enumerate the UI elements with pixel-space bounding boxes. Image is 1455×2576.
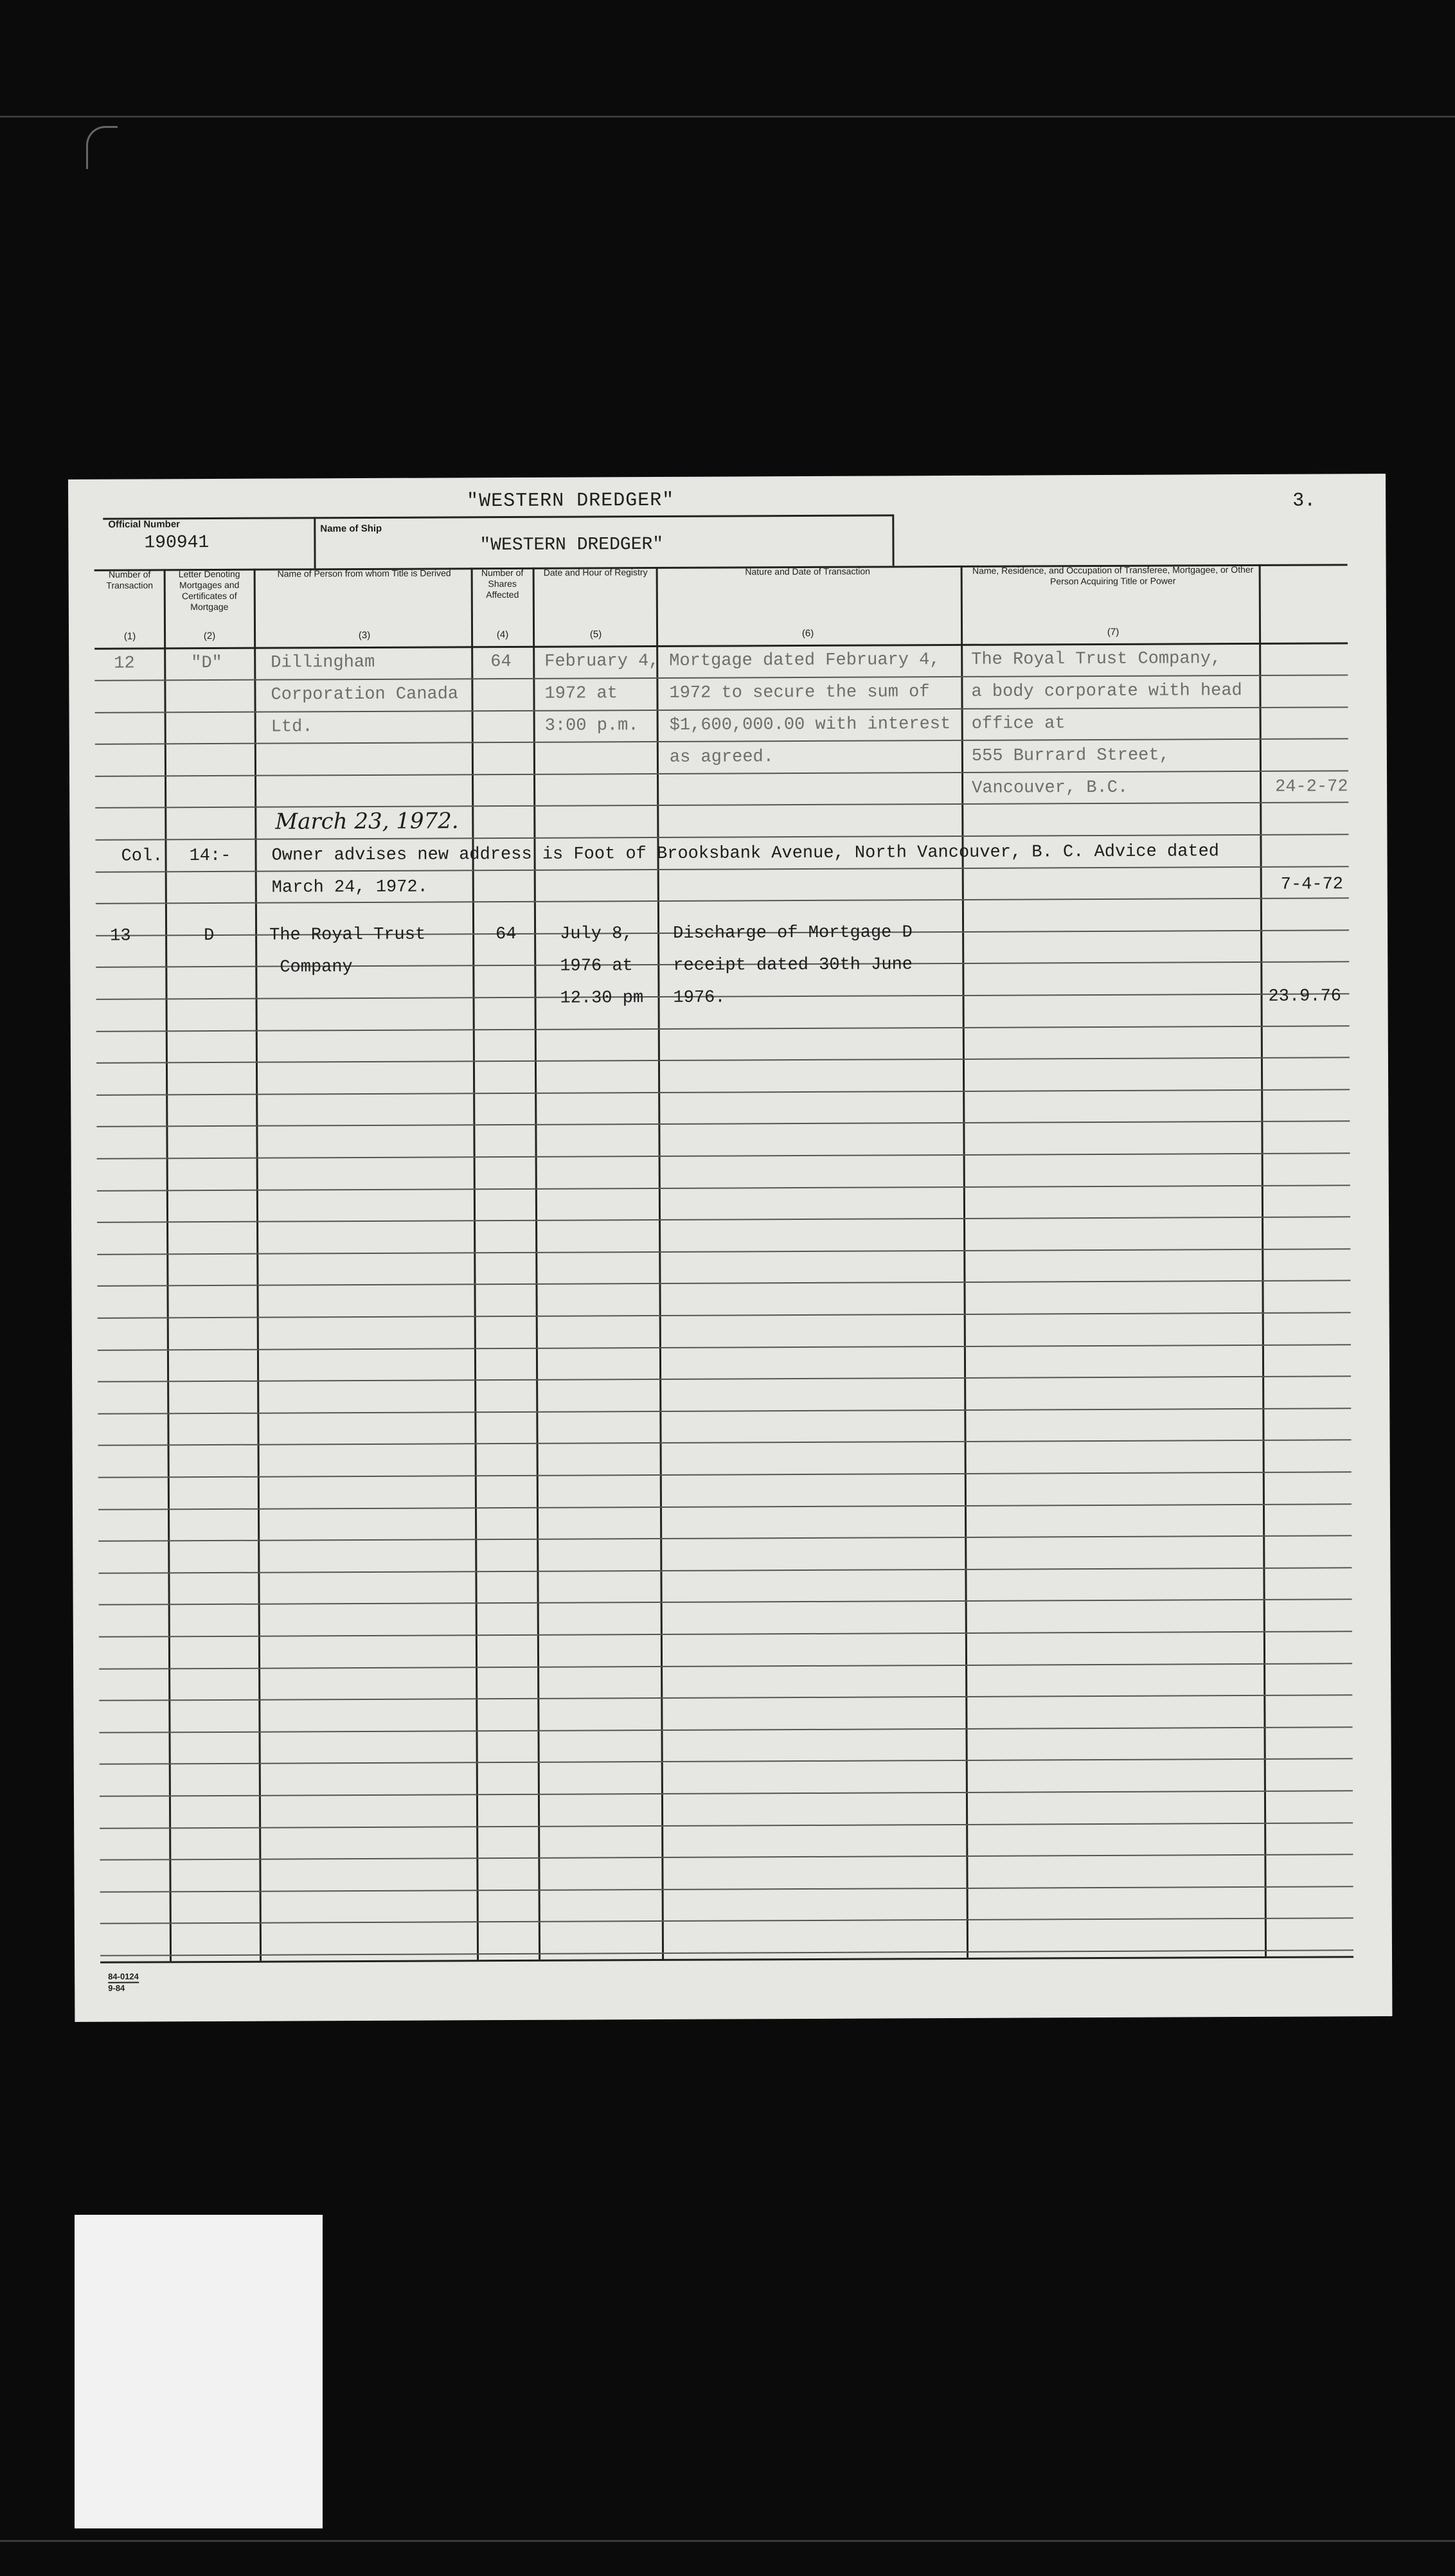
ruled-line [100,1790,1353,1797]
ruled-line [98,1312,1351,1319]
ruled-line [98,1439,1352,1446]
ruled-line [95,738,1348,745]
header-box-top [103,514,893,519]
ruled-line [96,1057,1350,1064]
entry-13-date-line-1: July 8, [560,924,633,944]
col-divider-1 [164,569,172,1961]
handwritten-date: March 23, 1972. [275,808,459,835]
entry-13-nature-line-3: 1976. [673,988,726,1008]
ruled-lines [68,474,1386,479]
official-number: 190941 [144,533,210,553]
ship-name: "WESTERN DREDGER" [479,534,664,556]
entry-12-nature-line-3: $1,600,000.00 with interest [669,715,951,735]
ship-title-top: "WESTERN DREDGER" [467,489,675,513]
col-divider-3 [471,568,479,1960]
col-num-6: (6) [801,627,814,640]
ruled-line [100,1917,1353,1924]
col-divider-4 [533,568,540,1960]
ruled-line [98,1344,1351,1351]
header-box-right [892,514,894,566]
ruled-line [94,674,1348,681]
ruled-line [99,1694,1352,1701]
entry-13-from-line-1: The Royal Trust [269,925,426,945]
col-divider-5 [656,567,664,1959]
ruled-line [98,1535,1352,1542]
film-border-bottom [0,2540,1455,2542]
entry-12-nature-line-1: Mortgage dated February 4, [669,650,940,671]
ruled-line [99,1631,1352,1638]
ruled-line [99,1663,1352,1670]
ruled-line [96,1089,1350,1096]
ruled-line [95,706,1348,713]
official-number-label: Official Number [108,519,181,530]
ruled-line [100,1949,1353,1956]
entry-12-date-line-2: 1972 at [544,684,618,704]
col-header-6: Nature and Date of Transaction [745,566,870,577]
col-note-line-1: Owner advises new address is Foot of Brooksbank Avenue, North Vancouver, B. C. Advice dated [271,842,1220,866]
col-num-4: (4) [496,629,509,641]
entry-12-from-line-1: Dillingham [271,652,375,673]
entry-12-date-line-3: 3:00 p.m. [544,716,639,736]
table-bottom-border [100,1956,1353,1963]
col-note-label: Col. [121,846,163,866]
entry-12-shares: 64 [490,652,512,672]
ruled-line [100,1886,1353,1893]
entry-13-nature-line-2: receipt dated 30th June [673,955,913,976]
col-header-5: Date and Hour of Registry [543,567,648,578]
col-note-line-2: March 24, 1972. [271,877,428,898]
ruled-line [97,1280,1350,1287]
ruled-line [96,1120,1350,1127]
entry-13-shares: 64 [495,924,517,945]
ruled-line [97,1185,1350,1192]
header-box-divider [314,517,316,568]
ruled-line [96,897,1349,904]
entry-13-nature-line-1: Discharge of Mortgage D [673,923,913,944]
col-num-3: (3) [358,629,371,641]
ruled-line [100,1854,1353,1861]
form-number [108,1972,139,1994]
col-num-1: (1) [123,631,136,642]
entry-13-date-line-3: 12.30 pm [560,988,644,1008]
ruled-line [98,1503,1352,1510]
entry-13-number: 13 [110,926,131,946]
ruled-line [98,1471,1352,1478]
ruled-line [95,770,1348,777]
col-header-4: Number of Shares Affected [481,567,524,600]
col-header-3: Name of Person from whom Title is Derived [277,568,451,579]
entry-12-to-line-4: 555 Burrard Street, [971,746,1170,766]
col-divider-7 [1259,564,1267,1956]
col-num-2: (2) [203,631,216,642]
entry-12-to-line-1: The Royal Trust Company, [971,649,1222,670]
entry-13-from-line-2: Company [280,958,353,978]
entry-12-date-line-1: February 4, [544,651,659,672]
entry-13-date-entered: 23.9.76 [1268,987,1342,1006]
entry-12-to-line-2: a body corporate with head [971,681,1242,702]
ruled-line [100,1726,1353,1733]
col-num-7: (7) [1107,626,1120,638]
ship-name-label: Name of Ship [320,523,382,535]
ruled-line [96,866,1349,873]
registry-card [68,474,1392,2022]
ruled-line [99,1598,1352,1606]
ruled-line [97,1248,1350,1255]
ruled-line [98,1375,1351,1382]
entry-12-to-line-3: office at [971,714,1066,734]
film-border-top [0,116,1455,118]
entry-12-to-line-5: Vancouver, B.C. [972,778,1129,798]
entry-12-nature-line-2: 1972 to secure the sum of [669,683,930,703]
form-number-date: 9-84 [108,1982,139,1994]
page-number: 3. [1292,490,1316,512]
col-header-1: Number of Transaction [106,569,154,591]
entry-13-date-line-2: 1976 at [560,956,633,976]
ruled-line [98,1408,1351,1415]
entry-12-date-entered: 24-2-72 [1275,777,1348,797]
entry-12-from-line-3: Ltd. [271,717,313,737]
film-light-patch [75,2215,323,2528]
col-num-5: (5) [589,629,602,640]
entry-12-letter: "D" [191,653,222,674]
ruled-line [100,1822,1353,1829]
ruled-line [95,834,1348,841]
film-corner-mark [86,126,118,169]
entry-12-from-line-2: Corporation Canada [271,684,459,705]
col-header-2: Letter Denoting Mortgages and Certificates of Mortgage [178,568,240,613]
col-divider-2 [254,569,262,1961]
ruled-line [100,1758,1353,1765]
ruled-line [95,801,1348,809]
col-divider-6 [961,566,969,1958]
ruled-line [97,1216,1350,1223]
ruled-line [98,1567,1352,1574]
entry-13-letter: D [204,926,215,946]
entry-12-nature-line-4: as agreed. [669,747,774,767]
entry-12-number: 12 [114,654,135,674]
col-note-date-entered: 7-4-72 [1280,875,1344,895]
form-number-code: 84-0124 [108,1971,139,1981]
col-header-7: Name, Residence, and Occupation of Transferee, Mortgagee, or Other Person Acquiring Title or Power [972,564,1254,587]
col-note-ref: 14:- [189,846,231,866]
ruled-line [97,1152,1350,1159]
ruled-line [96,1025,1350,1032]
table-header-border [94,642,1348,650]
